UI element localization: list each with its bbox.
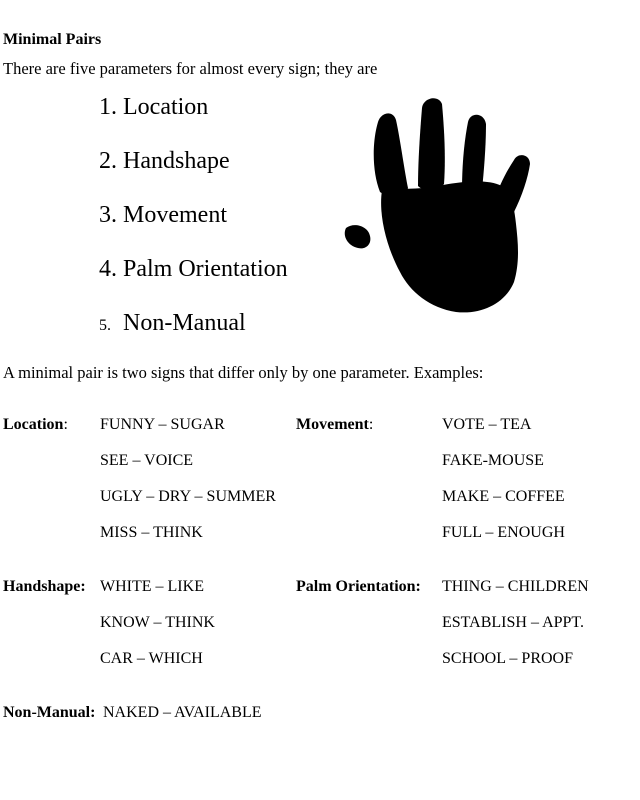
parameter-list: [99, 90, 288, 360]
intro-text: There are five parameters for almost every sign; they are: [3, 59, 378, 78]
category-label-palm-orientation: Palm Orientation:: [296, 578, 421, 595]
page-title: Minimal Pairs: [3, 31, 102, 48]
pair-item: NAKED – AVAILABLE: [103, 704, 262, 721]
pair-item: THING – CHILDREN: [442, 578, 589, 595]
category-label-movement: Movement:: [296, 416, 374, 433]
parameter-label: Palm Orientation: [123, 256, 288, 282]
pair-item: WHITE – LIKE: [100, 578, 204, 595]
parameter-number: 2.: [99, 148, 117, 174]
parameter-number: 4.: [99, 256, 117, 282]
category-label-handshape: Handshape:: [3, 578, 86, 595]
pair-item: SEE – VOICE: [100, 452, 194, 469]
pair-item: UGLY – DRY – SUMMER: [100, 488, 276, 505]
parameter-label: Non-Manual: [123, 310, 246, 336]
pair-item: MAKE – COFFEE: [442, 488, 565, 505]
parameter-label: Movement: [123, 202, 227, 228]
handprint-icon: [338, 92, 538, 316]
pair-item: FUNNY – SUGAR: [100, 416, 225, 433]
pair-item: VOTE – TEA: [442, 416, 532, 433]
pair-item: SCHOOL – PROOF: [442, 650, 573, 667]
pair-item: ESTABLISH – APPT.: [442, 614, 584, 631]
pair-item: FULL – ENOUGH: [442, 524, 565, 541]
parameter-item: [99, 198, 288, 252]
parameter-label: Handshape: [123, 148, 230, 174]
pair-item: FAKE-MOUSE: [442, 452, 544, 469]
pair-item: KNOW – THINK: [100, 614, 215, 631]
parameter-item: [99, 90, 288, 144]
parameter-number: 3.: [99, 202, 117, 228]
parameter-item: [99, 306, 288, 360]
parameter-item: [99, 252, 288, 306]
parameter-number: 1.: [99, 94, 117, 120]
category-label-location: Location:: [3, 416, 68, 433]
minimal-pair-definition: A minimal pair is two signs that differ only by one parameter. Examples:: [3, 363, 484, 382]
pair-item: MISS – THINK: [100, 524, 203, 541]
pair-item: CAR – WHICH: [100, 650, 203, 667]
parameter-item: [99, 144, 288, 198]
parameter-label: Location: [123, 94, 209, 120]
category-label-non-manual: Non-Manual:: [3, 704, 96, 721]
parameter-number: 5.: [99, 317, 111, 334]
